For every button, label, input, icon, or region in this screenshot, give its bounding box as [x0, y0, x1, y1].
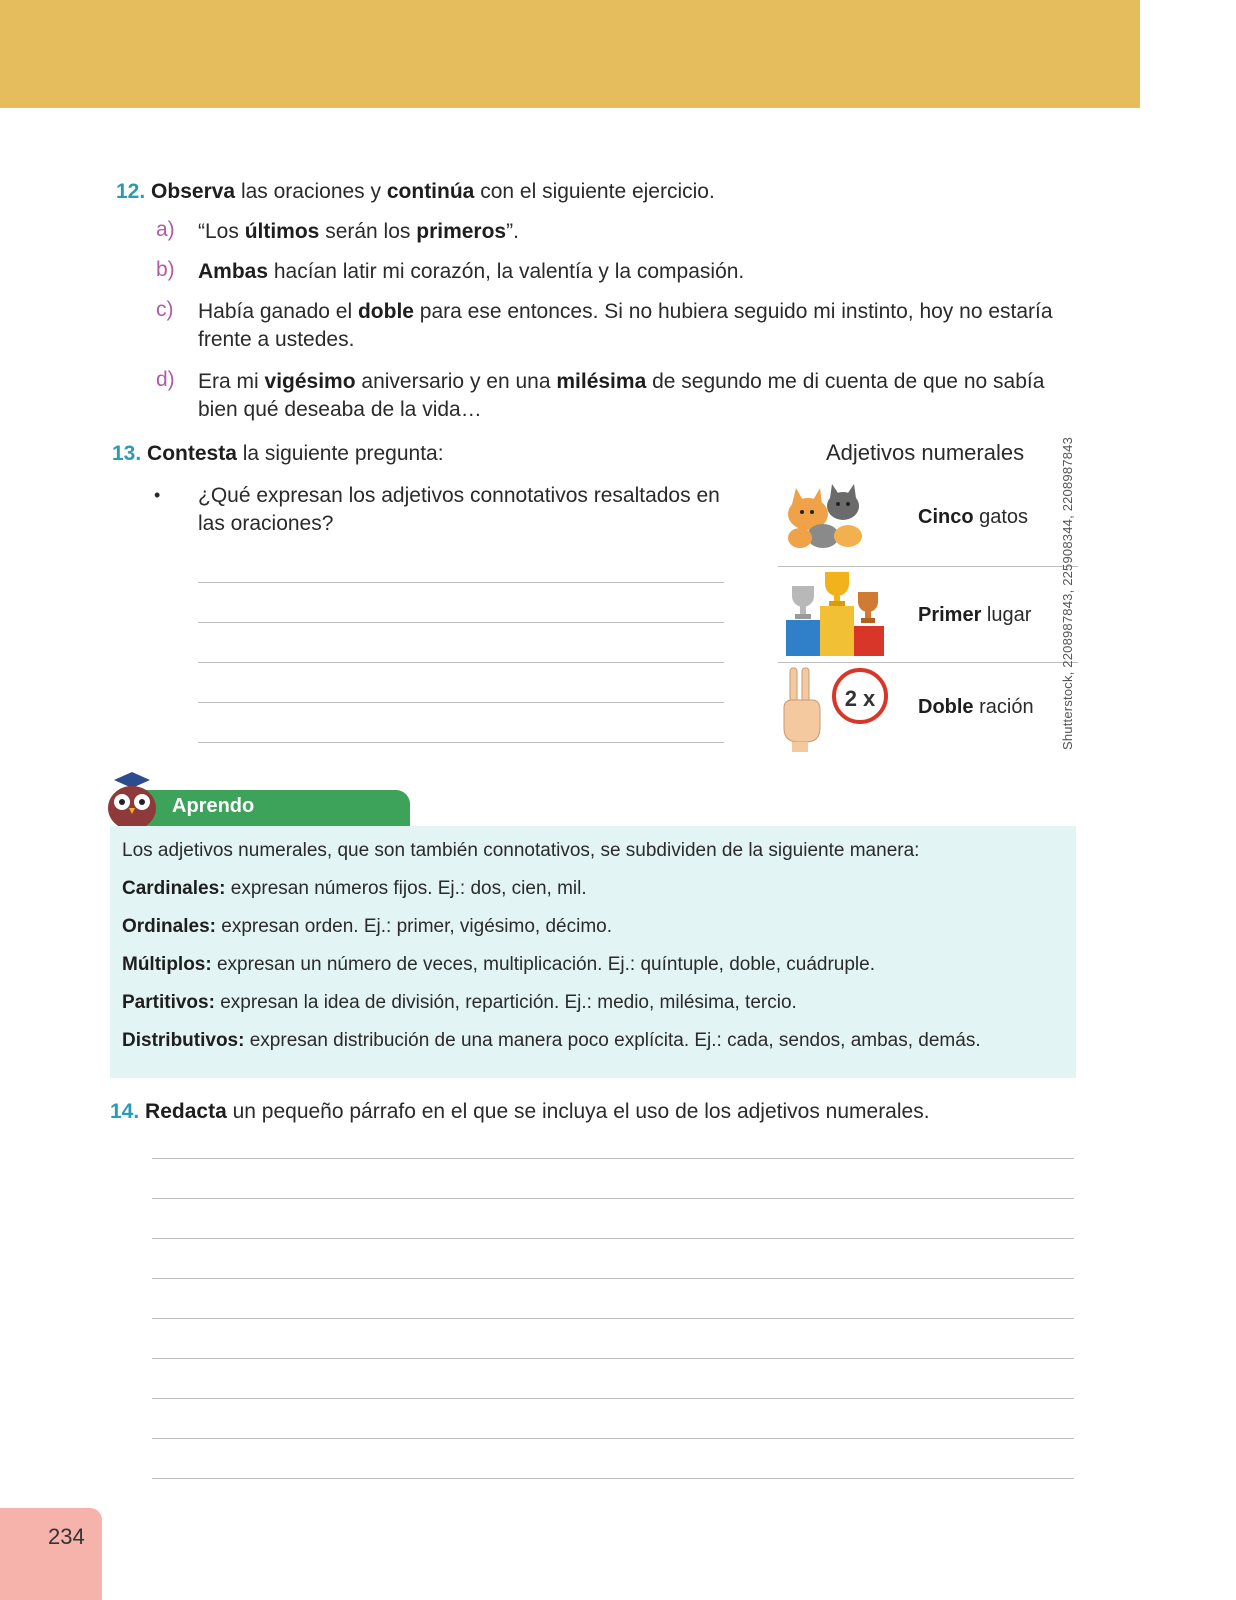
- answer-line[interactable]: [198, 702, 724, 703]
- writing-line[interactable]: [152, 1438, 1074, 1439]
- q12-b-letter: b): [156, 258, 175, 281]
- q12-header: [116, 178, 715, 205]
- aprendo-term: Ordinales:: [122, 916, 216, 937]
- q12-c-letter: c): [156, 298, 174, 321]
- q12-b-t1: hacían latir mi corazón, la valentía y la compasión.: [268, 260, 745, 283]
- q12-text-1: las oraciones y: [235, 180, 387, 203]
- figure-row-double: [778, 664, 1080, 754]
- writing-line[interactable]: [152, 1358, 1074, 1359]
- figure-title: Adjetivos numerales: [826, 440, 1025, 465]
- writing-line[interactable]: [152, 1198, 1074, 1199]
- q13-number: 13.: [112, 442, 142, 465]
- q12-d-b2: milésima: [556, 370, 647, 393]
- figure-separator: [778, 566, 1078, 567]
- aprendo-item: [122, 954, 875, 976]
- q13-text: la siguiente pregunta:: [236, 442, 444, 465]
- q12-c-b1: doble: [357, 300, 414, 323]
- q13-question-line2: las oraciones?: [198, 512, 334, 535]
- q12-number: 12.: [116, 180, 146, 203]
- answer-line[interactable]: [198, 662, 724, 663]
- writing-line[interactable]: [152, 1238, 1074, 1239]
- writing-line[interactable]: [152, 1158, 1074, 1159]
- figure-label-double: [918, 696, 1034, 719]
- figure-label-podium: [918, 604, 1031, 627]
- aprendo-item: [122, 916, 612, 938]
- figure-label-cats-rest: gatos: [973, 506, 1029, 528]
- q12-d-line2: bien qué deseaba de la vida…: [198, 398, 482, 421]
- writing-line[interactable]: [152, 1278, 1074, 1279]
- answer-line[interactable]: [198, 582, 724, 583]
- q12-c-line2: frente a ustedes.: [198, 328, 355, 351]
- q12-a-t3: ”.: [506, 220, 519, 243]
- q12-b-sentence: [198, 258, 744, 285]
- q12-a-t1: “Los: [198, 220, 245, 243]
- q12-d-t2: aniversario y en una: [355, 370, 557, 393]
- q14-verb: Redacta: [145, 1100, 227, 1123]
- figure-label-podium-bold: Primer: [918, 604, 982, 626]
- page-number-tab: [0, 1508, 102, 1600]
- aprendo-item: [122, 1030, 981, 1052]
- writing-line[interactable]: [152, 1398, 1074, 1399]
- q12-c-sentence: [198, 298, 1053, 325]
- q12-b-b1: Ambas: [198, 260, 269, 283]
- aprendo-item: [122, 992, 797, 1014]
- answer-line[interactable]: [198, 622, 724, 623]
- q12-a-sentence: [198, 218, 519, 245]
- q12-a-t2: serán los: [319, 220, 417, 243]
- aprendo-definition: expresan distribución de una manera poco explícita. Ej.: cada, sendos, ambas, demás.: [244, 1030, 981, 1051]
- q12-text-2: con el siguiente ejercicio.: [474, 180, 715, 203]
- double-badge: 2 x: [844, 686, 876, 711]
- figure-row-podium: [778, 570, 1080, 660]
- image-credit: Shutterstock, 2208987843, 225908344, 2208987843: [1060, 437, 1075, 750]
- top-banner: [0, 0, 1140, 108]
- q12-c-t2: para ese entonces. Si no hubiera seguido mi instinto, hoy no estaría: [413, 300, 1053, 323]
- aprendo-intro: Los adjetivos numerales, que son también connotativos, se subdividen de la siguiente manera:: [122, 840, 920, 861]
- q14-header: [110, 1098, 930, 1125]
- q12-a-b2: primeros: [416, 220, 507, 243]
- aprendo-definition: expresan números fijos. Ej.: dos, cien, mil.: [225, 878, 587, 899]
- q13-question-line1: ¿Qué expresan los adjetivos connotativos resaltados en: [198, 484, 720, 507]
- q12-verb-2: continúa: [386, 180, 475, 203]
- aprendo-definition: expresan un número de veces, multiplicación. Ej.: quíntuple, doble, cuádruple.: [211, 954, 875, 975]
- q12-a-b1: últimos: [244, 220, 320, 243]
- q12-d-t3: de segundo me di cuenta de que no sabía: [646, 370, 1045, 393]
- q12-c-t1: Había ganado el: [198, 300, 358, 323]
- writing-line[interactable]: [152, 1478, 1074, 1479]
- aprendo-definition: expresan la idea de división, repartición. Ej.: medio, milésima, tercio.: [214, 992, 797, 1013]
- aprendo-term: Múltiplos:: [122, 954, 212, 975]
- owl-icon: [100, 770, 164, 832]
- q12-d-t1: Era mi: [198, 370, 265, 393]
- answer-line[interactable]: [198, 742, 724, 743]
- q13-verb: Contesta: [147, 442, 237, 465]
- podium-icon: [778, 570, 888, 660]
- cats-icon: [778, 474, 878, 564]
- figure-separator: [778, 662, 1078, 663]
- figure-label-cats-bold: Cinco: [918, 506, 974, 528]
- aprendo-label: Aprendo: [172, 795, 255, 817]
- q12-a-letter: a): [156, 218, 175, 241]
- q14-text: un pequeño párrafo en el que se incluya el uso de los adjetivos numerales.: [226, 1100, 930, 1123]
- q12-verb-1: Observa: [151, 180, 236, 203]
- writing-line[interactable]: [152, 1318, 1074, 1319]
- q12-d-letter: d): [156, 368, 175, 391]
- figure-label-cats: [918, 506, 1028, 529]
- aprendo-term: Cardinales:: [122, 878, 226, 899]
- aprendo-definition: expresan orden. Ej.: primer, vigésimo, décimo.: [215, 916, 612, 937]
- figure-label-double-rest: ración: [973, 696, 1034, 718]
- page-number: 234: [48, 1524, 85, 1549]
- q12-d-sentence: [198, 368, 1044, 395]
- figure-row-cats: [778, 474, 1080, 564]
- aprendo-item: [122, 878, 587, 900]
- q13-bullet: •: [154, 485, 161, 505]
- aprendo-term: Partitivos:: [122, 992, 215, 1013]
- q14-number: 14.: [110, 1100, 140, 1123]
- aprendo-term: Distributivos:: [122, 1030, 245, 1051]
- figure-label-double-bold: Doble: [918, 696, 974, 718]
- figure-label-podium-rest: lugar: [981, 604, 1032, 626]
- q12-d-b1: vigésimo: [264, 370, 356, 393]
- q13-header: [112, 440, 444, 467]
